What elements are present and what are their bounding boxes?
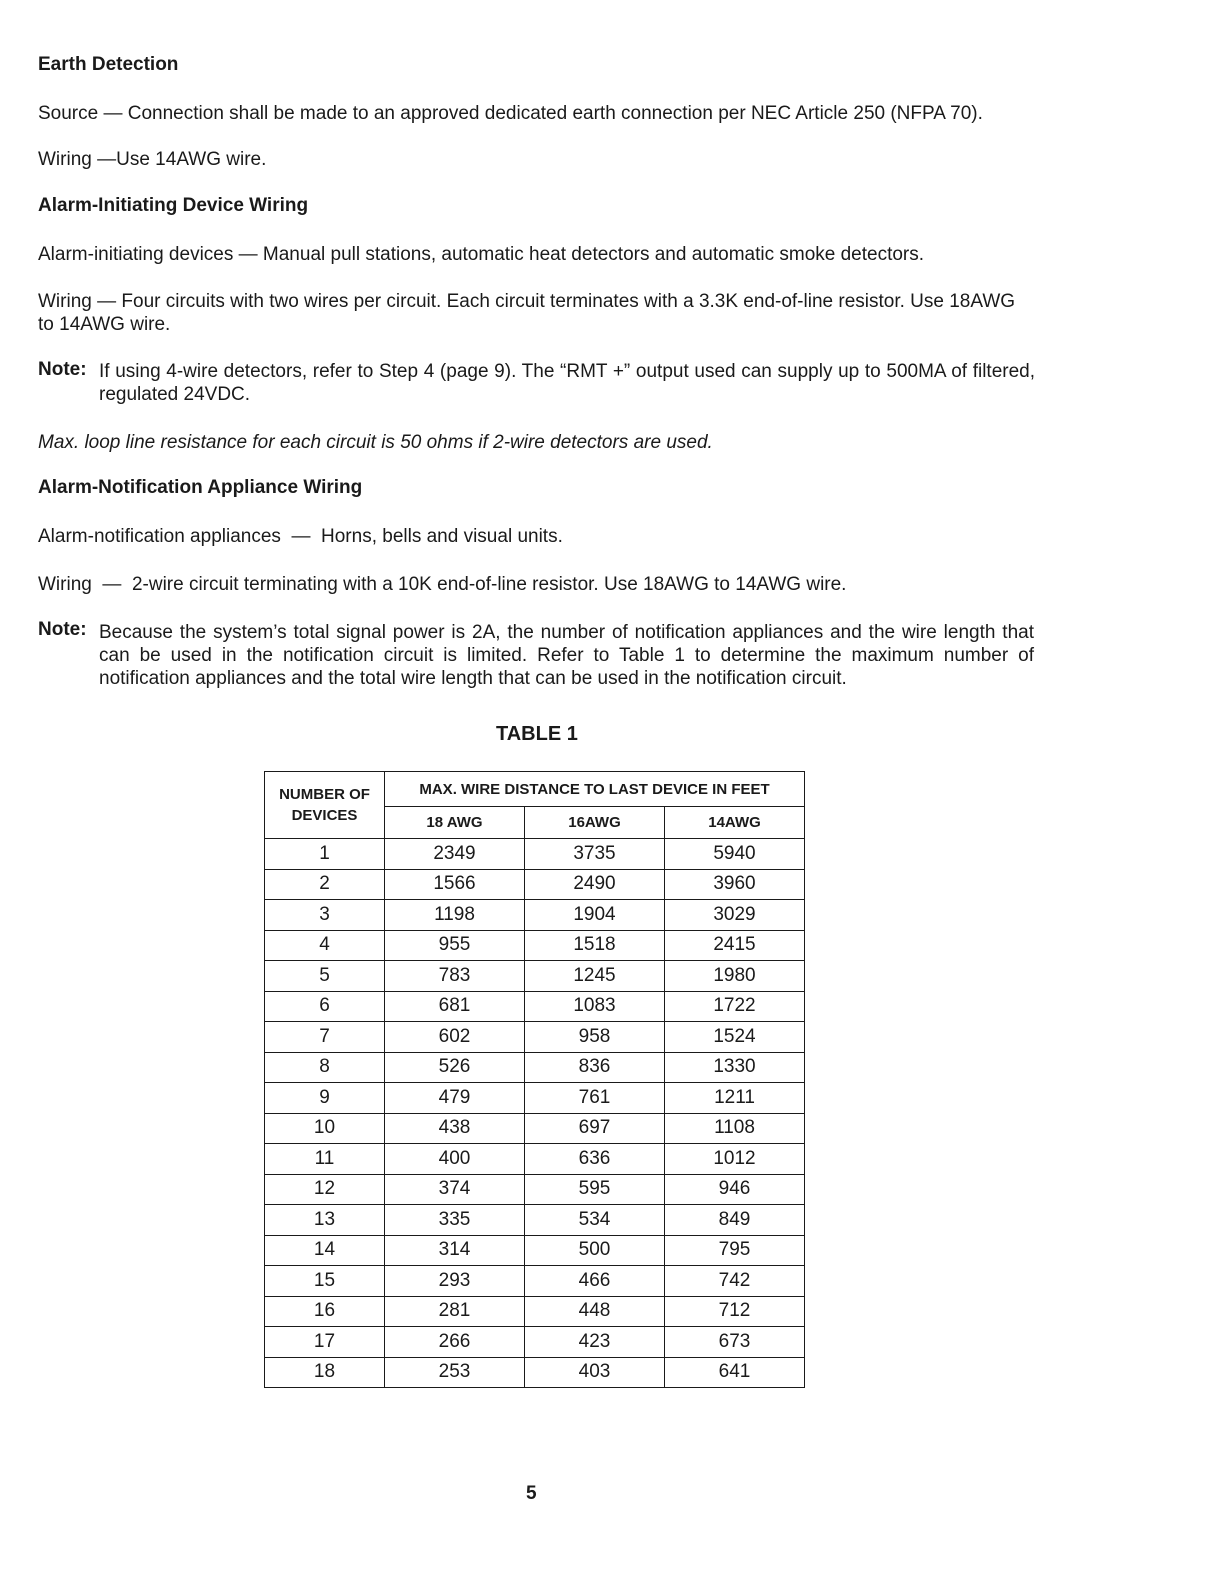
device-count-cell: 15 — [265, 1266, 385, 1297]
distance-cell: 761 — [525, 1083, 665, 1114]
distance-cell: 1211 — [665, 1083, 805, 1114]
distance-cell: 1012 — [665, 1144, 805, 1175]
distance-cell: 335 — [385, 1205, 525, 1236]
device-count-cell: 3 — [265, 900, 385, 931]
table-row — [265, 1235, 805, 1266]
initiating-note-text: If using 4-wire detectors, refer to Step 4 (page 9). The “RMT +” output used can supply up to 500MA of filtered, regulated 24VDC. — [99, 361, 1035, 405]
table-row — [265, 869, 805, 900]
distance-cell: 314 — [385, 1235, 525, 1266]
table-row — [265, 1113, 805, 1144]
device-count-cell: 13 — [265, 1205, 385, 1236]
initiating-wiring-line-2: to 14AWG wire. — [38, 314, 171, 335]
device-count-cell: 7 — [265, 1022, 385, 1053]
table-row — [265, 1357, 805, 1388]
distance-cell: 5940 — [665, 839, 805, 870]
earth-wiring-text: Wiring —Use 14AWG wire. — [38, 149, 267, 170]
earth-source-text: Source — Connection shall be made to an approved dedicated earth connection per NEC Article 250 (NFPA 70). — [38, 103, 983, 124]
distance-cell: 479 — [385, 1083, 525, 1114]
distance-cell: 2490 — [525, 869, 665, 900]
table-row — [265, 1205, 805, 1236]
distance-cell: 946 — [665, 1174, 805, 1205]
distance-cell: 602 — [385, 1022, 525, 1053]
distance-cell: 526 — [385, 1052, 525, 1083]
device-count-cell: 8 — [265, 1052, 385, 1083]
distance-cell: 1904 — [525, 900, 665, 931]
distance-cell: 293 — [385, 1266, 525, 1297]
distance-cell: 595 — [525, 1174, 665, 1205]
table-row — [265, 1174, 805, 1205]
distance-cell: 374 — [385, 1174, 525, 1205]
device-count-cell: 14 — [265, 1235, 385, 1266]
table-row — [265, 1266, 805, 1297]
heading-alarm-notification: Alarm-Notification Appliance Wiring — [38, 477, 363, 498]
device-count-cell: 11 — [265, 1144, 385, 1175]
initiating-wiring-text — [38, 290, 1038, 336]
table-row — [265, 1296, 805, 1327]
device-count-cell: 1 — [265, 839, 385, 870]
distance-cell: 3029 — [665, 900, 805, 931]
distance-cell: 1198 — [385, 900, 525, 931]
distance-cell: 466 — [525, 1266, 665, 1297]
wire-distance-table — [264, 771, 805, 1388]
distance-cell: 1722 — [665, 991, 805, 1022]
initiating-devices-text: Alarm-initiating devices — Manual pull stations, automatic heat detectors and automatic smoke detectors. — [38, 244, 925, 265]
distance-cell: 783 — [385, 961, 525, 992]
distance-cell: 1980 — [665, 961, 805, 992]
device-count-cell: 5 — [265, 961, 385, 992]
distance-cell: 1083 — [525, 991, 665, 1022]
distance-cell: 1330 — [665, 1052, 805, 1083]
distance-cell: 673 — [665, 1327, 805, 1358]
header-18awg: 18 AWG — [385, 807, 525, 839]
distance-cell: 712 — [665, 1296, 805, 1327]
table-row — [265, 1144, 805, 1175]
distance-cell: 1524 — [665, 1022, 805, 1053]
distance-cell: 641 — [665, 1357, 805, 1388]
distance-cell: 636 — [525, 1144, 665, 1175]
distance-cell: 500 — [525, 1235, 665, 1266]
distance-cell: 448 — [525, 1296, 665, 1327]
device-count-cell: 2 — [265, 869, 385, 900]
distance-cell: 3735 — [525, 839, 665, 870]
initiating-note-label: Note: — [38, 359, 87, 380]
table-row — [265, 1083, 805, 1114]
heading-earth-detection: Earth Detection — [38, 54, 179, 75]
table-row — [265, 1022, 805, 1053]
notification-appliances-text: Alarm-notification appliances — Horns, bells and visual units. — [38, 526, 563, 547]
notification-wiring-text: Wiring — 2-wire circuit terminating with a 10K end-of-line resistor. Use 18AWG to 14AWG wire. — [38, 574, 847, 595]
header-number-of-devices: NUMBER OF DEVICES — [265, 772, 385, 839]
distance-cell: 281 — [385, 1296, 525, 1327]
distance-cell: 534 — [525, 1205, 665, 1236]
device-count-cell: 9 — [265, 1083, 385, 1114]
distance-cell: 1108 — [665, 1113, 805, 1144]
distance-cell: 1245 — [525, 961, 665, 992]
distance-cell: 849 — [665, 1205, 805, 1236]
distance-cell: 423 — [525, 1327, 665, 1358]
table-body — [265, 839, 805, 1388]
distance-cell: 2415 — [665, 930, 805, 961]
distance-cell: 266 — [385, 1327, 525, 1358]
distance-cell: 742 — [665, 1266, 805, 1297]
table-row — [265, 961, 805, 992]
initiating-wiring-line-1: Wiring — Four circuits with two wires per circuit. Each circuit terminates with a 3.3K end-of-line resistor. Use 18AWG — [38, 291, 1016, 312]
distance-cell: 400 — [385, 1144, 525, 1175]
table-row — [265, 1327, 805, 1358]
device-count-cell: 6 — [265, 991, 385, 1022]
header-max-wire-distance: MAX. WIRE DISTANCE TO LAST DEVICE IN FEET — [385, 772, 805, 807]
max-loop-resistance-text: Max. loop line resistance for each circuit is 50 ohms if 2-wire detectors are used. — [38, 432, 713, 453]
table-title: TABLE 1 — [496, 723, 578, 745]
distance-cell: 1566 — [385, 869, 525, 900]
heading-alarm-initiating: Alarm-Initiating Device Wiring — [38, 195, 309, 216]
distance-cell: 1518 — [525, 930, 665, 961]
device-count-cell: 10 — [265, 1113, 385, 1144]
distance-cell: 958 — [525, 1022, 665, 1053]
distance-cell: 403 — [525, 1357, 665, 1388]
notification-note-label: Note: — [38, 619, 87, 640]
table-row — [265, 930, 805, 961]
distance-cell: 836 — [525, 1052, 665, 1083]
table-row — [265, 991, 805, 1022]
distance-cell: 253 — [385, 1357, 525, 1388]
distance-cell: 955 — [385, 930, 525, 961]
distance-cell: 681 — [385, 991, 525, 1022]
device-count-cell: 12 — [265, 1174, 385, 1205]
notification-note-text: Because the system’s total signal power is 2A, the number of notification appliances and the wire length that can be used in the notification circuit is limited. Refer to Table 1 to determine the maximum number of notification appliances and the total wire length that can be used in the notification circuit. — [99, 622, 1034, 689]
table-row — [265, 1052, 805, 1083]
header-16awg: 16AWG — [525, 807, 665, 839]
device-count-cell: 17 — [265, 1327, 385, 1358]
table-row — [265, 839, 805, 870]
header-14awg: 14AWG — [665, 807, 805, 839]
device-count-cell: 4 — [265, 930, 385, 961]
device-count-cell: 16 — [265, 1296, 385, 1327]
device-count-cell: 18 — [265, 1357, 385, 1388]
distance-cell: 697 — [525, 1113, 665, 1144]
table-row — [265, 900, 805, 931]
distance-cell: 2349 — [385, 839, 525, 870]
page-number: 5 — [526, 1483, 537, 1504]
distance-cell: 3960 — [665, 869, 805, 900]
distance-cell: 795 — [665, 1235, 805, 1266]
distance-cell: 438 — [385, 1113, 525, 1144]
